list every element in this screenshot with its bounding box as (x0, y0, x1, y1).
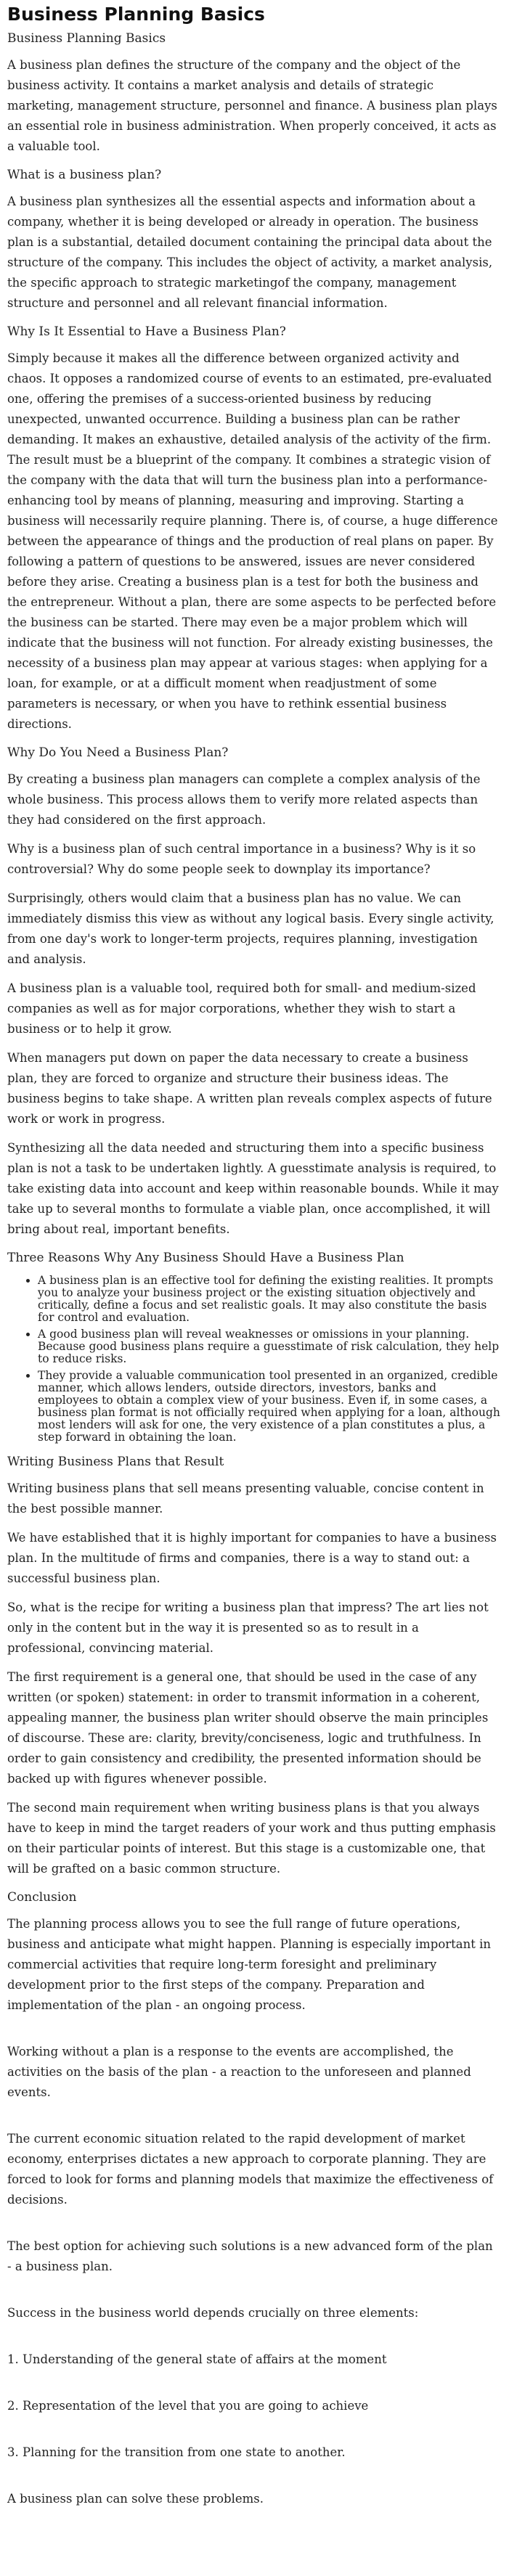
recipe-paragraph: So, what is the recipe for writing a business plan that impress? The art lies not only in the content but in the way it is presented so as to result in a professional, convincing material. (7, 1600, 489, 1655)
final-paragraph: A business plan can solve these problems. (7, 2492, 264, 2506)
synthesizing-paragraph: Synthesizing all the data needed and structuring them into a specific business plan is not a task to be undertaken lightly. A guesstimate analysis is required, to take existing data into account and keep within reasonable bounds. While it may take up to several months to formulate a viable plan, once accomplished, it will bring about real, important benefits. (7, 1141, 499, 1236)
spacer (7, 2286, 500, 2303)
element-2-paragraph: 2. Representation of the level that you are going to achieve (7, 2399, 369, 2413)
element-1-paragraph: 1. Understanding of the general state of affairs at the moment (7, 2352, 387, 2366)
first-requirement-paragraph: The first requirement is a general one, that should be used in the case of any written (or spoken) statement: in order to transmit information in a coherent, appealing manner, the business plan writer should observe the main principles of discourse. These are: clarity, brevity/conciseness, logic and truthfulness. In order to gain consistency and credibility, the presented information should be backed up with figures whenever possible. (7, 1670, 489, 1786)
spacer (7, 2111, 500, 2129)
spacer (7, 2379, 500, 2396)
intro-paragraph: A business plan defines the structure of the company and the object of the business activity. It contains a market analysis and details of strategic marketing, management structure, personnel and finance. A business plan plays an essential role in business administration. When properly conceived, it acts as a valuable tool. (7, 58, 497, 153)
spacer (7, 2024, 500, 2042)
page-title: Business Planning Basics (7, 4, 265, 25)
without-plan-paragraph: Working without a plan is a response to the events are accomplished, the activities on the basis of the plan - a reaction to the unforeseen and planned events. (7, 2045, 471, 2099)
best-option-paragraph: The best option for achieving such solutions is a new advanced form of the plan - a business plan. (7, 2239, 493, 2273)
spacer (7, 2219, 500, 2236)
need-paragraph: By creating a business plan managers can complete a complex analysis of the whole business. This process allows them to verify more related aspects than they had considered on the first approach. (7, 772, 481, 827)
section-heading-why: Why Is It Essential to Have a Business Plan? (7, 324, 286, 339)
spacer (7, 2471, 500, 2489)
success-paragraph: Success in the business world depends crucially on three elements: (7, 2306, 419, 2320)
section-heading-what: What is a business plan? (7, 168, 162, 182)
conclusion-paragraph: The planning process allows you to see the full range of future operations, business and anticipate what might happen. Planning is especially important in commercial activities that require long-term foresight and preliminary development prior to the first steps of the company. Preparation and implementation of the plan - an ongoing process. (7, 1917, 492, 2012)
section-heading-conclusion: Conclusion (7, 1890, 77, 1905)
writing-paragraph: Writing business plans that sell means presenting valuable, concise content in the best possible manner. (7, 1481, 484, 1516)
section-heading-three-reasons: Three Reasons Why Any Business Should Have a Business Plan (7, 1251, 404, 1265)
section-heading-need: Why Do You Need a Business Plan? (7, 745, 229, 760)
list-item: • They provide a valuable communication tool presented in an organized, credible manner, which allows lenders, outside directors, investors, banks and employees to obtain a complex view of your business. Even if, in some cases, a business plan format is not officially required when applying for a loan, although most lenders will ask for one, the very existence of a plan constitutes a plus, a step forward in obtaining the loan. (38, 1370, 500, 1444)
tool-paragraph: A business plan is a valuable tool, required both for small- and medium-sized companies as well as for major corporations, whether they wish to start a business or to help it grow. (7, 981, 476, 1036)
list-item: • A business plan is an effective tool for defining the existing realities. It prompts you to analyze your business project or the existing situation objectively and critically, define a focus and set realistic goals. It may also constitute the basis for control and evaluation. (38, 1275, 500, 1324)
spacer (7, 2332, 500, 2350)
economic-paragraph: The current economic situation related to the rapid development of market economy, enterprises dictates a new approach to corporate planning. They are forced to look for forms and planning models that maximize the effectiveness of decisions. (7, 2132, 494, 2207)
section-heading-writing: Writing Business Plans that Result (7, 1455, 224, 1469)
reasons-list (7, 1275, 500, 1444)
central-paragraph: Why is a business plan of such central importance in a business? Why is it so controversial? Why do some people seek to downplay its importance? (7, 842, 476, 876)
list-item: • A good business plan will reveal weaknesses or omissions in your planning. Because good business plans require a guesstimate of risk calculation, they help to reduce risks. (38, 1328, 500, 1365)
section-heading-basics: Business Planning Basics (7, 31, 166, 46)
surprising-paragraph: Surprisingly, others would claim that a business plan has no value. We can immediately dismiss this view as without any logical basis. Every single activity, from one day's work to longer-term projects, requires planning, investigation and analysis. (7, 891, 494, 966)
second-requirement-paragraph: The second main requirement when writing business plans is that you always have to keep in mind the target readers of your work and thus putting emphasis on their particular points of interest. But this stage is a customizable one, that will be grafted on a basic common structure. (7, 1801, 496, 1876)
managers-paragraph: When managers put down on paper the data necessary to create a business plan, they are forced to organize and structure their business ideas. The business begins to take shape. A written plan reveals complex aspects of future work or work in progress. (7, 1051, 492, 1126)
spacer (7, 2425, 500, 2442)
element-3-paragraph: 3. Planning for the transition from one state to another. (7, 2445, 346, 2459)
what-paragraph: A business plan synthesizes all the essential aspects and information about a company, whether it is being developed or already in operation. The business plan is a substantial, detailed document containing the principal data about the structure of the company. This includes the object of activity, a market analysis, the specific approach to strategic marketingof the company, management structure and personnel and all relevant financial information. (7, 195, 493, 310)
established-paragraph: We have established that it is highly important for companies to have a business plan. In the multitude of firms and companies, there is a way to stand out: a successful business plan. (7, 1531, 497, 1585)
why-paragraph: Simply because it makes all the difference between organized activity and chaos. It opposes a randomized course of events to an estimated, pre-evaluated one, offering the premises of a success-oriented business by reducing unexpected, unwanted occurrence. Building a business plan can be rather demanding. It makes an exhaustive, detailed analysis of the activity of the firm. The result must be a blueprint of the company. It combines a strategic vision of the company with the data that will turn the business plan into a performance-enhancing tool by means of planning, measuring and improving. Starting a business will necessarily require planning. There is, of course, a huge difference between the appearance of things and the production of real plans on paper. By following a pattern of questions to be answered, issues are never considered before they arise. Creating a business plan is a test for both the business and the entrepreneur. Without a plan, there are some aspects to be perfected before the business can be started. There may even be a major problem which will indicate that the business will not function. For already existing businesses, the necessity of a business plan may appear at various stages: when applying for a loan, for example, or at a difficult moment when readjustment of some parameters is necessary, or when you have to rethink essential business directions. (7, 351, 498, 731)
